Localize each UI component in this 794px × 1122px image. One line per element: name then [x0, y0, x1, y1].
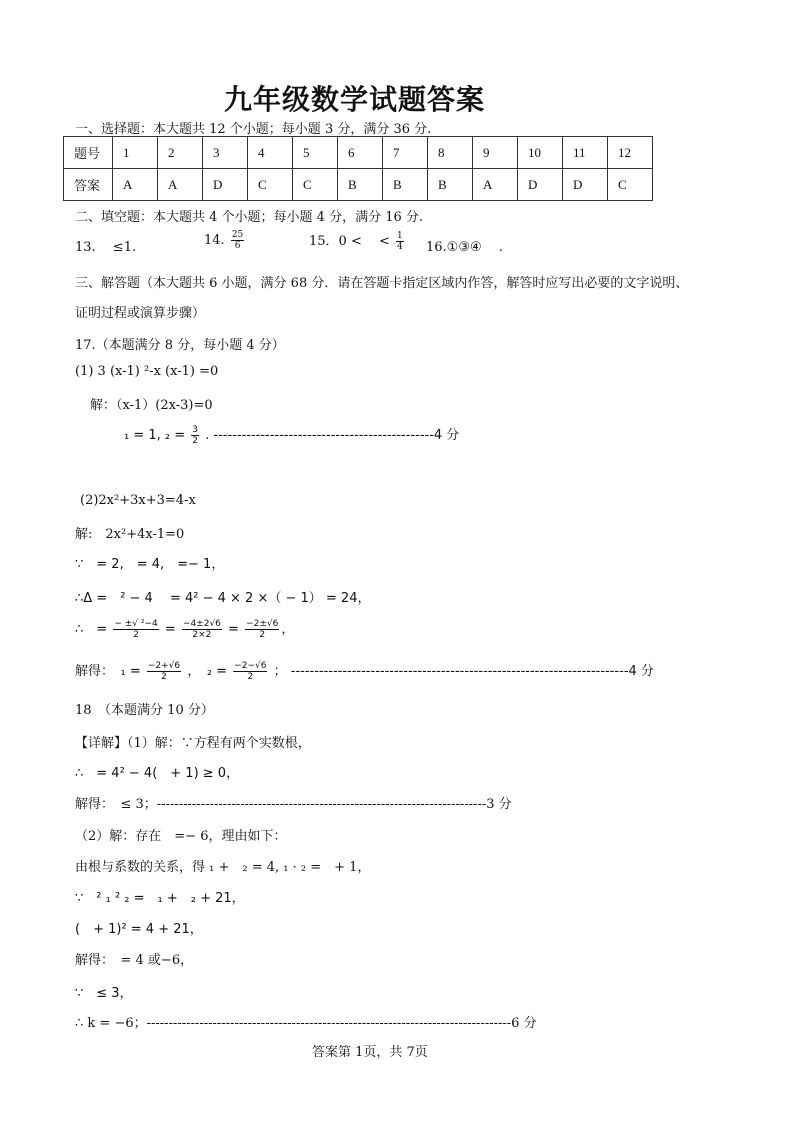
row-label-answer: 答案	[64, 169, 113, 201]
q18-line: ∴ k = −6；-----------------------------------------------------------------------------------6 分	[75, 1016, 537, 1031]
q17-p1-equation: (1) 3 (x-1) ²-x (x-1) =0	[75, 364, 219, 379]
fraction	[233, 661, 267, 682]
q17-p1-step: 解：（x-1）(2x-3)=0	[90, 398, 213, 413]
q17-header: 17.（本题满分 8 分，每小题 4 分）	[75, 338, 285, 353]
answer-14	[204, 230, 246, 251]
denominator: 2	[161, 672, 167, 682]
denominator: 2	[192, 436, 199, 446]
answer-15	[309, 230, 406, 252]
denominator: 6	[234, 241, 241, 251]
table-cell: A	[113, 169, 158, 201]
numerator: −4±2√6	[182, 619, 221, 629]
q18-line: ∵ ² ₁ ² ₂ = ₁ + ₂ + 21，	[75, 891, 245, 906]
numerator: 25	[231, 230, 244, 240]
answer-16: 16.①③④ .	[426, 240, 503, 255]
table-cell: 6	[338, 137, 383, 169]
table-cell: B	[383, 169, 428, 201]
table-cell: B	[428, 169, 473, 201]
section1-heading: 一、选择题：本大题共 12 个小题；每小题 3 分，满分 36 分.	[75, 122, 432, 137]
numerator: − ±√ ²−4	[114, 619, 158, 629]
denominator: 4	[397, 242, 403, 252]
section2-heading: 二、填空题：本大题共 4 个小题；每小题 4 分，满分 16 分.	[75, 210, 424, 225]
result-text: ₁ = 1, ₂ =	[124, 428, 186, 443]
q18-line: ∵ ≤ 3，	[75, 986, 133, 1001]
q18-line: 【详解】（1）解：∵方程有两个实数根，	[75, 736, 311, 751]
table-cell: 11	[563, 137, 608, 169]
q17-p2-equation: (2)2x²+3x+3=4-x	[80, 493, 196, 508]
answer-13: 13. ≤1.	[75, 240, 137, 255]
numerator: 1	[397, 231, 403, 241]
denominator: 2	[133, 630, 139, 640]
fraction	[113, 619, 158, 640]
answer-15-label: 15．0 < <	[309, 234, 390, 249]
table-cell: D	[203, 169, 248, 201]
table-cell: A	[473, 169, 518, 201]
q17-p2-step2: ∵ = 2, = 4, =− 1，	[75, 557, 225, 572]
row-label-number: 题号	[64, 137, 113, 169]
q18-line: （2）解：存在 =− 6，理由如下：	[75, 829, 287, 844]
numerator: −2+√6	[147, 661, 181, 671]
answer-14-label: 14.	[204, 233, 225, 248]
table-row	[64, 137, 653, 169]
numerator: −2±√6	[246, 619, 279, 629]
fraction	[231, 230, 244, 251]
table-cell: 4	[248, 137, 293, 169]
table-cell: 2	[158, 137, 203, 169]
numerator: 3	[192, 425, 199, 435]
table-cell: 10	[518, 137, 563, 169]
fraction	[245, 619, 279, 640]
step-prefix: ∴ =	[75, 622, 108, 637]
score-marker: . -----------------------------------------------4 分	[205, 428, 460, 443]
table-cell: 7	[383, 137, 428, 169]
denominator: 2	[259, 630, 266, 640]
table-cell: C	[248, 169, 293, 201]
section3-heading-line2: 证明过程或演算步骤）	[75, 306, 206, 321]
q18-line: 由根与系数的关系，得 ₁ + ₂ = 4, ₁ · ₂ = + 1，	[75, 860, 371, 875]
step-suffix: ，	[281, 622, 295, 637]
table-cell: 3	[203, 137, 248, 169]
table-cell: A	[158, 169, 203, 201]
q18-line: ( + 1)² = 4 + 21，	[75, 922, 203, 937]
answer-table	[63, 136, 653, 201]
table-cell: D	[563, 169, 608, 201]
score-marker: ； ------------------------------------------------------------------------4 分	[273, 664, 654, 679]
result-prefix: 解得： ₁ =	[75, 664, 141, 679]
q18-line: ∴ = 4² − 4( + 1) ≥ 0，	[75, 766, 240, 781]
fraction	[182, 619, 222, 640]
page-title: 九年级数学试题答案	[224, 83, 486, 116]
table-cell: B	[338, 169, 383, 201]
page-footer: 答案第 1页，共 7页	[312, 1045, 428, 1060]
section3-heading-line1: 三、解答题（本大题共 6 小题，满分 68 分．请在答题卡指定区域内作答，解答时应写出必要的文字说明、	[75, 276, 689, 291]
q17-p2-step3: ∴Δ = ² − 4 = 4² − 4 × 2 ×（ − 1） = 24，	[75, 591, 371, 606]
q17-p2-step1: 解: 2x²+4x-1=0	[75, 527, 185, 542]
q18-line: 解得： ≤ 3；---------------------------------------------------------------------------3 分	[75, 797, 512, 812]
table-cell: 12	[608, 137, 653, 169]
table-cell: 5	[293, 137, 338, 169]
table-row	[64, 169, 653, 201]
fraction	[396, 231, 404, 252]
table-cell: 8	[428, 137, 473, 169]
q17-p2-result	[75, 660, 654, 682]
result-mid: ， ₂ =	[187, 664, 228, 679]
table-cell: C	[293, 169, 338, 201]
fraction	[191, 425, 199, 446]
table-cell: C	[608, 169, 653, 201]
denominator: 2	[247, 672, 254, 682]
q18-header: 18 （本题满分 10 分）	[75, 703, 214, 718]
numerator: −2−√6	[234, 661, 267, 671]
q18-line: 解得： = 4 或−6，	[75, 953, 194, 968]
denominator: 2×2	[192, 630, 212, 640]
table-cell: D	[518, 169, 563, 201]
table-cell: 9	[473, 137, 518, 169]
fraction	[147, 661, 181, 682]
table-cell: 1	[113, 137, 158, 169]
q17-p2-step4: ∴ = $\frac{\text{− ±√ ²−4}}{2}$ = $\frac{-4\pm 2√6}{2\times 2}$ = $\frac{-2\pm√6}{2}$ ，	[75, 619, 295, 640]
q17-p1-result	[124, 424, 459, 446]
